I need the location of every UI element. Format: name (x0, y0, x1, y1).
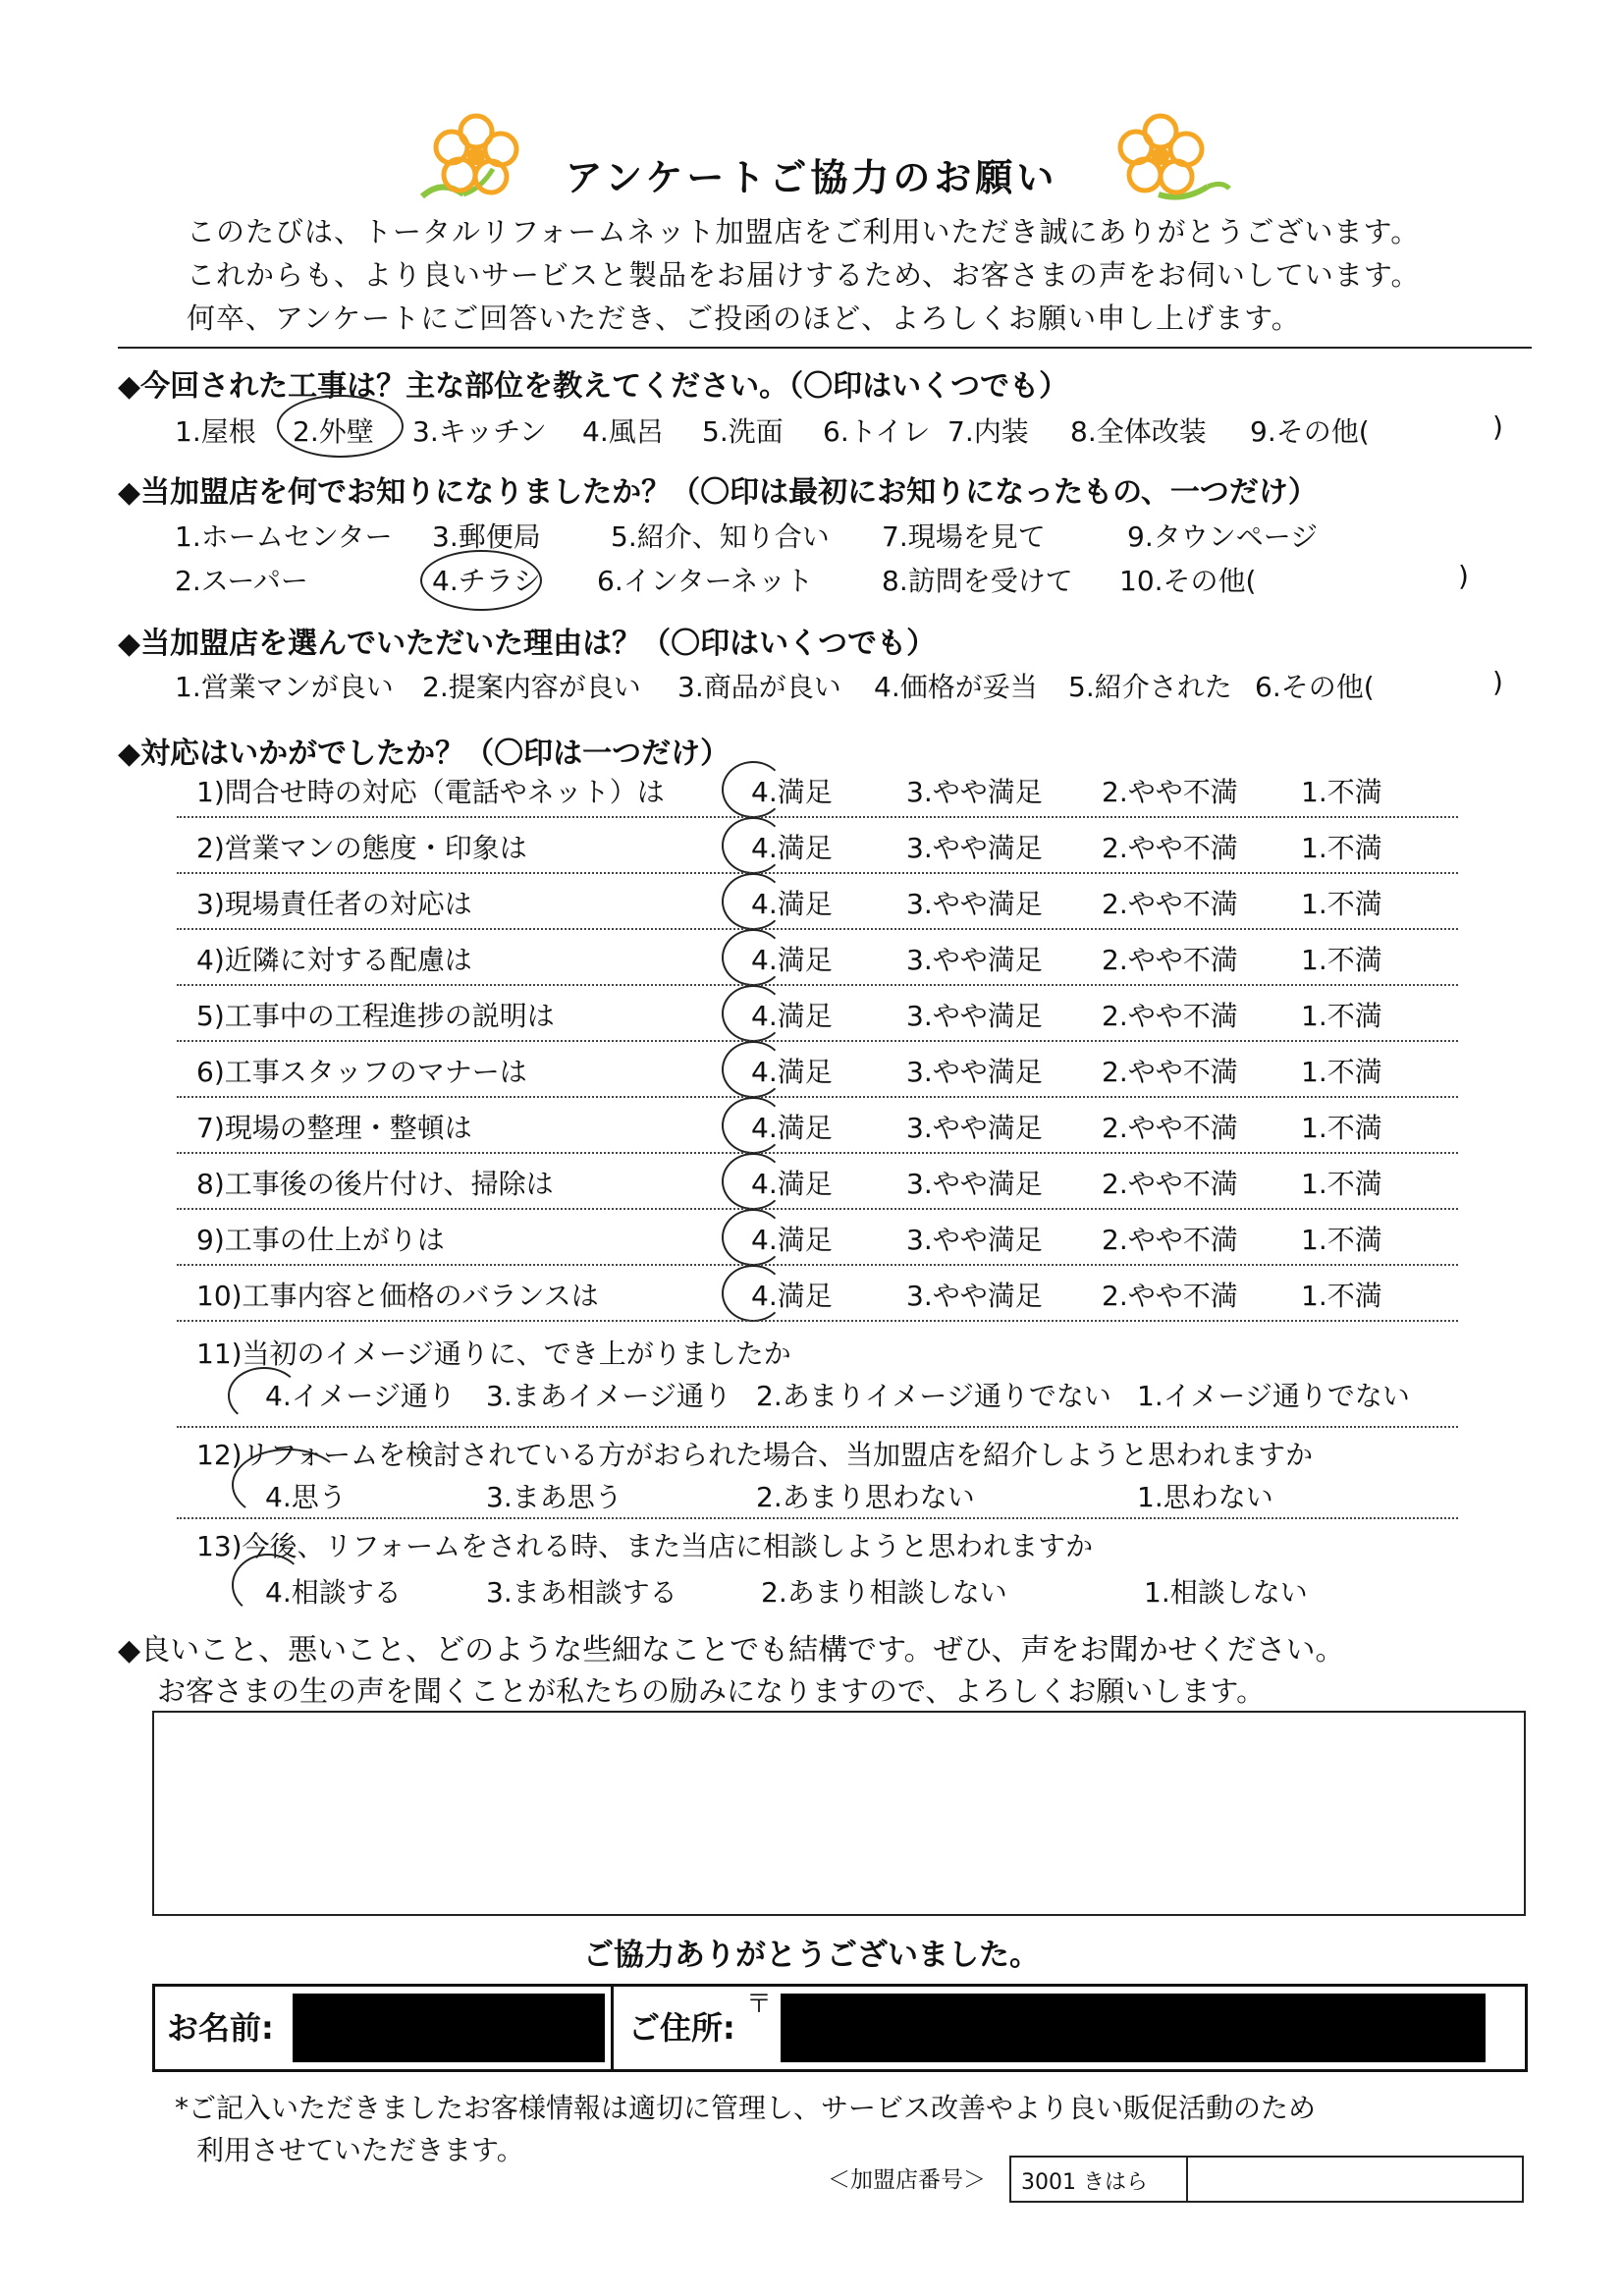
q2-option[interactable]: 1.ホームセンター (175, 520, 393, 553)
satisfaction-row-divider (177, 1320, 1458, 1322)
satisfaction-selection-circle (722, 1097, 784, 1154)
satisfaction-item-label: 5)工事中の工程進捗の説明は (196, 1000, 555, 1032)
satisfaction-item-label: 2)営業マンの態度・印象は (196, 832, 527, 864)
satisfaction-selection-circle (722, 1265, 784, 1322)
q3-option[interactable]: 1.営業マンが良い (175, 671, 394, 703)
satisfaction-option[interactable]: 3.やや満足 (906, 1112, 1043, 1144)
q3-paren-close: ) (1492, 666, 1503, 698)
q3-option[interactable]: 2.提案内容が良い (422, 671, 641, 703)
satisfaction-option[interactable]: 1.不満 (1301, 1000, 1382, 1032)
thanks-message: ご協力ありがとうございました。 (583, 1938, 1040, 1973)
satisfaction-option[interactable]: 2.やや不満 (1102, 1168, 1238, 1200)
info-table-divider (611, 1984, 614, 2072)
satisfaction-selection-circle (722, 985, 784, 1042)
address-field-redacted[interactable] (781, 1994, 1486, 2062)
satisfaction-option-selected[interactable]: 4.満足 (751, 944, 833, 976)
satisfaction-option[interactable]: 1.不満 (1301, 776, 1382, 808)
name-field-redacted[interactable] (293, 1994, 605, 2062)
q12-label: 12)リフォームを検討されている方がおられた場合、当加盟店を紹介しようと思われますか (196, 1439, 1314, 1471)
q11-selection-mark (228, 1367, 300, 1424)
satisfaction-row-divider (177, 984, 1458, 986)
satisfaction-row-divider (177, 872, 1458, 874)
postal-mark: 〒 (746, 1990, 773, 2019)
q11-option[interactable]: 2.あまりイメージ通りでない (756, 1380, 1111, 1412)
satisfaction-selection-circle (722, 873, 784, 930)
satisfaction-option[interactable]: 2.やや不満 (1102, 1112, 1238, 1144)
q1-option[interactable]: 8.全体改装 (1070, 415, 1207, 448)
satisfaction-option[interactable]: 2.やや不満 (1102, 1224, 1238, 1256)
q11-option-selected[interactable]: 4.イメージ通り (265, 1380, 456, 1412)
satisfaction-option[interactable]: 3.やや満足 (906, 1000, 1043, 1032)
satisfaction-option[interactable]: 3.やや満足 (906, 888, 1043, 920)
satisfaction-item-label: 10)工事内容と価格のバランスは (196, 1280, 599, 1312)
satisfaction-option-selected[interactable]: 4.満足 (751, 1224, 833, 1256)
satisfaction-item-label: 7)現場の整理・整頓は (196, 1112, 472, 1144)
satisfaction-option-selected[interactable]: 4.満足 (751, 832, 833, 864)
satisfaction-option-selected[interactable]: 4.満足 (751, 1280, 833, 1312)
satisfaction-option[interactable]: 1.不満 (1301, 1280, 1382, 1312)
satisfaction-selection-circle (722, 1041, 784, 1098)
q1-heading: ◆今回された工事は？主な部位を教えてください。（〇印はいくつでも） (118, 369, 1069, 404)
q1-paren-close: ) (1492, 410, 1503, 443)
q2-selection-circle (420, 550, 542, 611)
q3-option[interactable]: 5.紹介された (1068, 671, 1232, 703)
satisfaction-option[interactable]: 2.やや不満 (1102, 888, 1238, 920)
store-number-label: ＜加盟店番号＞ (828, 2167, 986, 2193)
q2-option-selected[interactable]: 4.チラシ (432, 565, 541, 597)
store-number-value: 3001 きはら (1021, 2170, 1148, 2195)
satisfaction-option-selected[interactable]: 4.満足 (751, 776, 833, 808)
comments-heading: ◆良いこと、悪いこと、どのような些細なことでも結構です。ぜひ、声をお聞かせください。 (118, 1633, 1345, 1667)
q3-option-other[interactable]: 6.その他( (1255, 671, 1375, 703)
store-extra-cell[interactable] (1184, 2156, 1524, 2203)
q11-label: 11)当初のイメージ通りに、でき上がりましたか (196, 1338, 791, 1370)
satisfaction-row-divider (177, 1096, 1458, 1098)
satisfaction-option[interactable]: 3.やや満足 (906, 832, 1043, 864)
satisfaction-selection-circle (722, 929, 784, 986)
q11-divider (177, 1426, 1458, 1428)
satisfaction-selection-circle (722, 1153, 784, 1210)
q12-option[interactable]: 2.あまり思わない (756, 1481, 975, 1513)
satisfaction-option[interactable]: 1.不満 (1301, 1168, 1382, 1200)
satisfaction-option-selected[interactable]: 4.満足 (751, 1168, 833, 1200)
q11-option[interactable]: 3.まあイメージ通り (486, 1380, 731, 1412)
q2-option[interactable]: 6.インターネット (597, 565, 814, 597)
satisfaction-option[interactable]: 3.やや満足 (906, 1168, 1043, 1200)
q2-option[interactable]: 9.タウンページ (1127, 520, 1319, 553)
q1-option[interactable]: 5.洗面 (702, 415, 784, 448)
satisfaction-row-divider (177, 1152, 1458, 1154)
satisfaction-selection-circle (722, 817, 784, 874)
satisfaction-option-selected[interactable]: 4.満足 (751, 888, 833, 920)
q13-option[interactable]: 3.まあ相談する (486, 1576, 677, 1609)
satisfaction-option-selected[interactable]: 4.満足 (751, 1056, 833, 1088)
q12-divider (177, 1517, 1458, 1519)
satisfaction-option[interactable]: 1.不満 (1301, 1112, 1382, 1144)
q1-option[interactable]: 1.屋根 (175, 415, 256, 448)
q4-heading: ◆対応はいかがでしたか？（〇印は一つだけ） (118, 737, 730, 771)
satisfaction-item-label: 1)問合せ時の対応（電話やネット）は (196, 776, 665, 808)
q1-option[interactable]: 7.内装 (947, 415, 1029, 448)
q2-option[interactable]: 8.訪問を受けて (882, 565, 1073, 597)
privacy-note-line-2: 利用させていただきます。 (196, 2134, 524, 2166)
satisfaction-option[interactable]: 2.やや不満 (1102, 776, 1238, 808)
intro-line-3: 何卒、アンケートにご回答いただき、ご投函のほど、よろしくお願い申し上げます。 (187, 301, 1301, 335)
satisfaction-option[interactable]: 1.不満 (1301, 832, 1382, 864)
q2-option-other[interactable]: 10.その他( (1119, 565, 1257, 597)
q13-option-selected[interactable]: 4.相談する (265, 1576, 402, 1609)
q2-option[interactable]: 3.郵便局 (432, 520, 541, 553)
q13-selection-mark (232, 1554, 304, 1616)
q3-option[interactable]: 3.商品が良い (677, 671, 841, 703)
satisfaction-row-divider (177, 1208, 1458, 1210)
satisfaction-item-label: 6)工事スタッフのマナーは (196, 1056, 527, 1088)
q1-option[interactable]: 4.風呂 (582, 415, 664, 448)
satisfaction-option[interactable]: 3.やや満足 (906, 776, 1043, 808)
q12-selection-mark (232, 1449, 344, 1521)
q12-option[interactable]: 3.まあ思う (486, 1481, 622, 1513)
satisfaction-row-divider (177, 1264, 1458, 1266)
address-label: ご住所: (628, 2009, 735, 2047)
satisfaction-item-label: 8)工事後の後片付け、掃除は (196, 1168, 554, 1200)
satisfaction-option[interactable]: 3.やや満足 (906, 944, 1043, 976)
satisfaction-option[interactable]: 3.やや満足 (906, 1280, 1043, 1312)
satisfaction-item-label: 4)近隣に対する配慮は (196, 944, 472, 976)
satisfaction-option[interactable]: 3.やや満足 (906, 1056, 1043, 1088)
q11-option[interactable]: 1.イメージ通りでない (1137, 1380, 1410, 1412)
q2-heading: ◆当加盟店を何でお知りになりましたか？（〇印は最初にお知りになったもの、一つだけ） (118, 475, 1318, 510)
intro-line-1: このたびは、トータルリフォームネット加盟店をご利用いただき誠にありがとうございます。 (187, 215, 1421, 248)
q13-option[interactable]: 2.あまり相談しない (761, 1576, 1007, 1609)
page-title: アンケートご協力のお願い (565, 156, 1058, 199)
q1-option-other[interactable]: 9.その他( (1250, 415, 1370, 448)
q3-option[interactable]: 4.価格が妥当 (874, 671, 1038, 703)
q2-option[interactable]: 7.現場を見て (882, 520, 1046, 553)
satisfaction-selection-circle (722, 761, 784, 818)
satisfaction-option[interactable]: 2.やや不満 (1102, 1280, 1238, 1312)
name-label: お名前: (167, 2009, 274, 2047)
privacy-note-line-1: *ご記入いただきましたお客様情報は適切に管理し、サービス改善やより良い販促活動のため (175, 2092, 1317, 2124)
q3-heading: ◆当加盟店を選んでいただいた理由は？（〇印はいくつでも） (118, 627, 937, 661)
satisfaction-option[interactable]: 1.不満 (1301, 944, 1382, 976)
satisfaction-option[interactable]: 2.やや不満 (1102, 1000, 1238, 1032)
q12-option-selected[interactable]: 4.思う (265, 1481, 347, 1513)
q1-option[interactable]: 6.トイレ (823, 415, 931, 448)
comments-textarea[interactable] (152, 1711, 1526, 1916)
satisfaction-option[interactable]: 3.やや満足 (906, 1224, 1043, 1256)
intro-line-2: これからも、より良いサービスと製品をお届けするため、お客さまの声をお伺いしています。 (187, 258, 1421, 292)
q13-option[interactable]: 1.相談しない (1144, 1576, 1308, 1609)
satisfaction-row-divider (177, 1040, 1458, 1042)
q2-paren-close: ) (1458, 560, 1469, 592)
satisfaction-option[interactable]: 1.不満 (1301, 888, 1382, 920)
satisfaction-option[interactable]: 2.やや不満 (1102, 1056, 1238, 1088)
header-divider (118, 347, 1532, 349)
q1-option-selected[interactable]: 2.外壁 (293, 415, 374, 448)
q1-selection-circle (277, 395, 404, 458)
satisfaction-item-label: 9)工事の仕上がりは (196, 1224, 445, 1256)
q1-option[interactable]: 3.キッチン (412, 415, 547, 448)
satisfaction-item-label: 3)現場責任者の対応は (196, 888, 472, 920)
comments-subheading: お客さまの生の声を聞くことが私たちの励みになりますので、よろしくお願いします。 (157, 1674, 1266, 1708)
satisfaction-selection-circle (722, 1209, 784, 1266)
q13-label: 13)今後、リフォームをされる時、また当店に相談しようと思われますか (196, 1530, 1094, 1562)
satisfaction-option[interactable]: 2.やや不満 (1102, 944, 1238, 976)
satisfaction-option[interactable]: 2.やや不満 (1102, 832, 1238, 864)
satisfaction-option-selected[interactable]: 4.満足 (751, 1000, 833, 1032)
satisfaction-option[interactable]: 1.不満 (1301, 1056, 1382, 1088)
satisfaction-option[interactable]: 1.不満 (1301, 1224, 1382, 1256)
q2-option[interactable]: 5.紹介、知り合い (611, 520, 830, 553)
satisfaction-row-divider (177, 928, 1458, 930)
satisfaction-row-divider (177, 816, 1458, 818)
satisfaction-option-selected[interactable]: 4.満足 (751, 1112, 833, 1144)
q12-option[interactable]: 1.思わない (1137, 1481, 1273, 1513)
q2-option[interactable]: 2.スーパー (175, 565, 308, 597)
